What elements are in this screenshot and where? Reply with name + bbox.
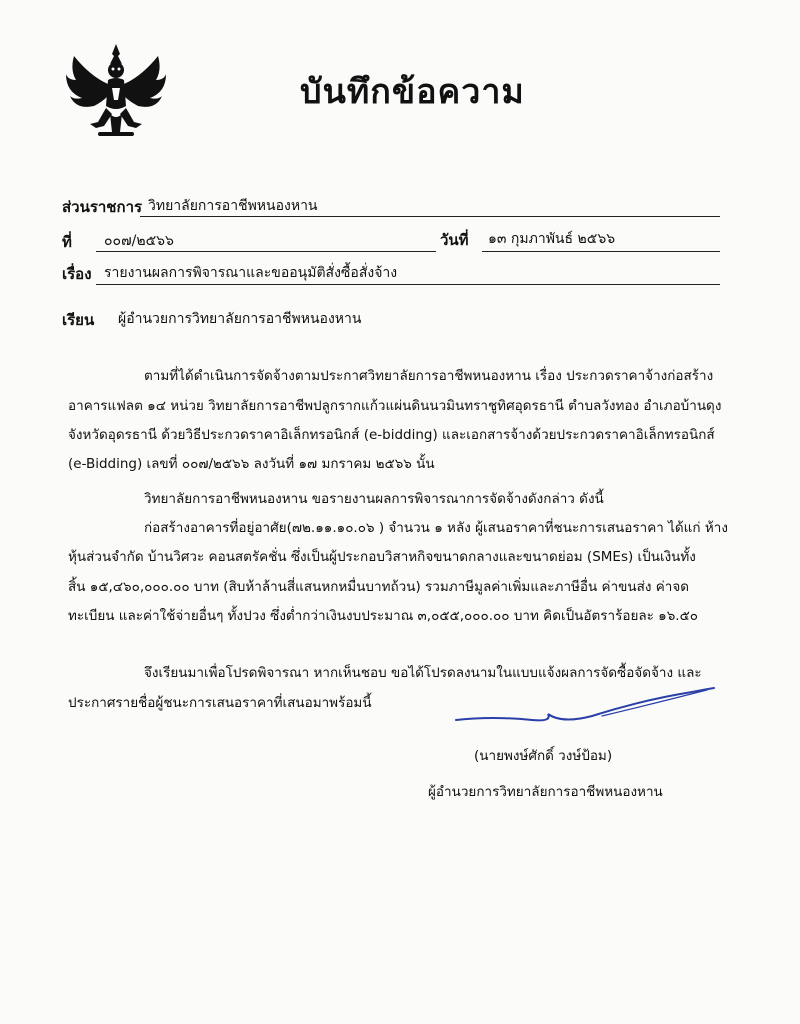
addressee-value: ผู้อำนวยการวิทยาลัยการอาชีพหนองหาน	[118, 311, 362, 327]
body-line: อาคารแฟลต ๑๔ หน่วย วิทยาลัยการอาชีพปลูกรากแก้วแผ่นดินนวมินทราชูทิศอุดรธานี ตำบลวังทอง อำเภอบ้านดุง	[68, 398, 722, 414]
body-line: จึงเรียนมาเพื่อโปรดพิจารณา หากเห็นชอบ ขอได้โปรดลงนามในแบบแจ้งผลการจัดซื้อจัดจ้าง และ	[144, 665, 702, 681]
department-rule	[140, 216, 720, 217]
signature-icon	[452, 686, 722, 736]
addressee-label: เรียน	[62, 311, 95, 329]
body-line: ก่อสร้างอาคารที่อยู่อาศัย(๗๒.๑๑.๑๐.๐๖ ) จำนวน ๑ หลัง ผู้เสนอราคาที่ชนะการเสนอราคา ได้แก่ ห้าง	[144, 520, 728, 536]
document-title: บันทึกข้อความ	[300, 72, 525, 112]
body-line: วิทยาลัยการอาชีพหนองหาน ขอรายงานผลการพิจารณาการจัดจ้างดังกล่าว ดังนี้	[144, 491, 604, 507]
body-line: ทะเบียน และค่าใช้จ่ายอื่นๆ ทั้งปวง ซึ่งต่ำกว่าเงินงบประมาณ ๓,๐๕๕,๐๐๐.๐๐ บาท คิดเป็นอัตราร้อยละ ๑๖.๕๐	[68, 608, 699, 624]
signatory-name: (นายพงษ์ศักดิ์ วงษ์ป้อม)	[474, 748, 613, 764]
date-label: วันที่	[440, 231, 469, 249]
body-line: สิ้น ๑๕,๔๖๐,๐๐๐.๐๐ บาท (สิบห้าล้านสี่แสนหกหมื่นบาทถ้วน) รวมภาษีมูลค่าเพิ่มและภาษีอื่น ค่าขนส่ง ค่าจด	[68, 579, 690, 595]
body-line: จังหวัดอุดรธานี ด้วยวิธีประกวดราคาอิเล็กทรอนิกส์ (e-bidding) และเอกสารจ้างด้วยประกวดราคาอิเล็กทรอนิกส์	[68, 427, 715, 443]
date-value: ๑๓ กุมภาพันธ์ ๒๕๖๖	[488, 231, 616, 247]
department-label: ส่วนราชการ	[62, 198, 143, 216]
garuda-emblem-icon	[60, 36, 172, 148]
body-line: ตามที่ได้ดำเนินการจัดจ้างตามประกาศวิทยาลัยการอาชีพหนองหาน เรื่อง ประกวดราคาจ้างก่อสร้าง	[144, 368, 714, 384]
reference-value: ๐๐๗/๒๕๖๖	[104, 233, 174, 249]
reference-label: ที่	[62, 233, 72, 251]
subject-value: รายงานผลการพิจารณาและขออนุมัติสั่งซื้อสั่งจ้าง	[104, 265, 398, 281]
body-line: ประกาศรายชื่อผู้ชนะการเสนอราคาที่เสนอมาพร้อมนี้	[68, 695, 372, 711]
body-line: หุ้นส่วนจำกัด บ้านวิศวะ คอนสตรัคชั่น ซึ่งเป็นผู้ประกอบวิสาหกิจขนาดกลางและขนาดย่อม (SMEs) เป็นเงินทั้ง	[68, 549, 696, 565]
subject-rule	[96, 284, 720, 285]
date-rule	[482, 251, 720, 252]
department-value: วิทยาลัยการอาชีพหนองหาน	[148, 198, 318, 214]
signatory-position: ผู้อำนวยการวิทยาลัยการอาชีพหนองหาน	[428, 784, 663, 800]
body-line: (e-Bidding) เลขที่ ๐๐๗/๒๕๖๖ ลงวันที่ ๑๗ มกราคม ๒๕๖๖ นั้น	[68, 456, 435, 472]
subject-label: เรื่อง	[62, 265, 92, 283]
reference-rule	[96, 251, 436, 252]
